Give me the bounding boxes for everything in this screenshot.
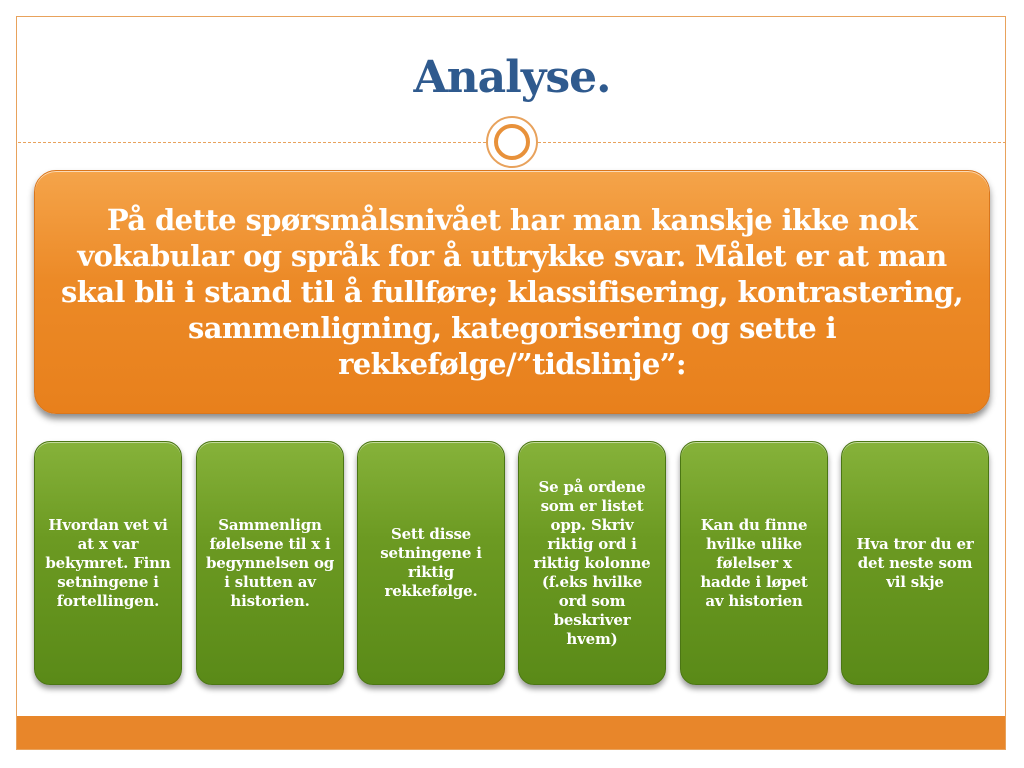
card-1 xyxy=(34,441,182,685)
ring-ornament-icon xyxy=(486,116,538,168)
card-3-text: Sett disse setningene i riktig rekkefølge. xyxy=(380,525,482,600)
card-3 xyxy=(357,441,505,685)
divider-left xyxy=(18,142,486,143)
card-2 xyxy=(196,441,344,685)
card-1-text: Hvordan vet vi at x var bekymret. Finn setningene i fortellingen. xyxy=(45,515,171,610)
ring-inner xyxy=(494,124,530,160)
card-6 xyxy=(841,441,989,685)
card-6-text: Hva tror du er det neste som vil skje xyxy=(856,534,974,591)
main-text: På dette spørsmålsnivået har man kanskje ikke nok vokabular og språk for å uttrykke svar. Målet er at man skal bli i stand til å fullføre; klassifisering, kontrastering, sammenligning, kategorisering og sette i rekkefølge/”tidslinje”: xyxy=(61,203,963,381)
bottom-bar xyxy=(17,716,1005,749)
card-5-text: Kan du finne hvilke ulike følelser x hadde i løpet av historien xyxy=(700,515,808,610)
divider-right xyxy=(538,142,1006,143)
card-4 xyxy=(518,441,666,685)
card-4-text: Se på ordene som er listet opp. Skriv riktig ord i riktig kolonne (f.eks hvilke ord som beskriver hvem) xyxy=(533,477,651,648)
slide-title: Analyse. xyxy=(413,52,611,103)
card-5 xyxy=(680,441,828,685)
card-2-text: Sammenlign følelsene til x i begynnelsen og i slutten av historien. xyxy=(205,515,335,610)
main-text-box xyxy=(34,170,990,414)
